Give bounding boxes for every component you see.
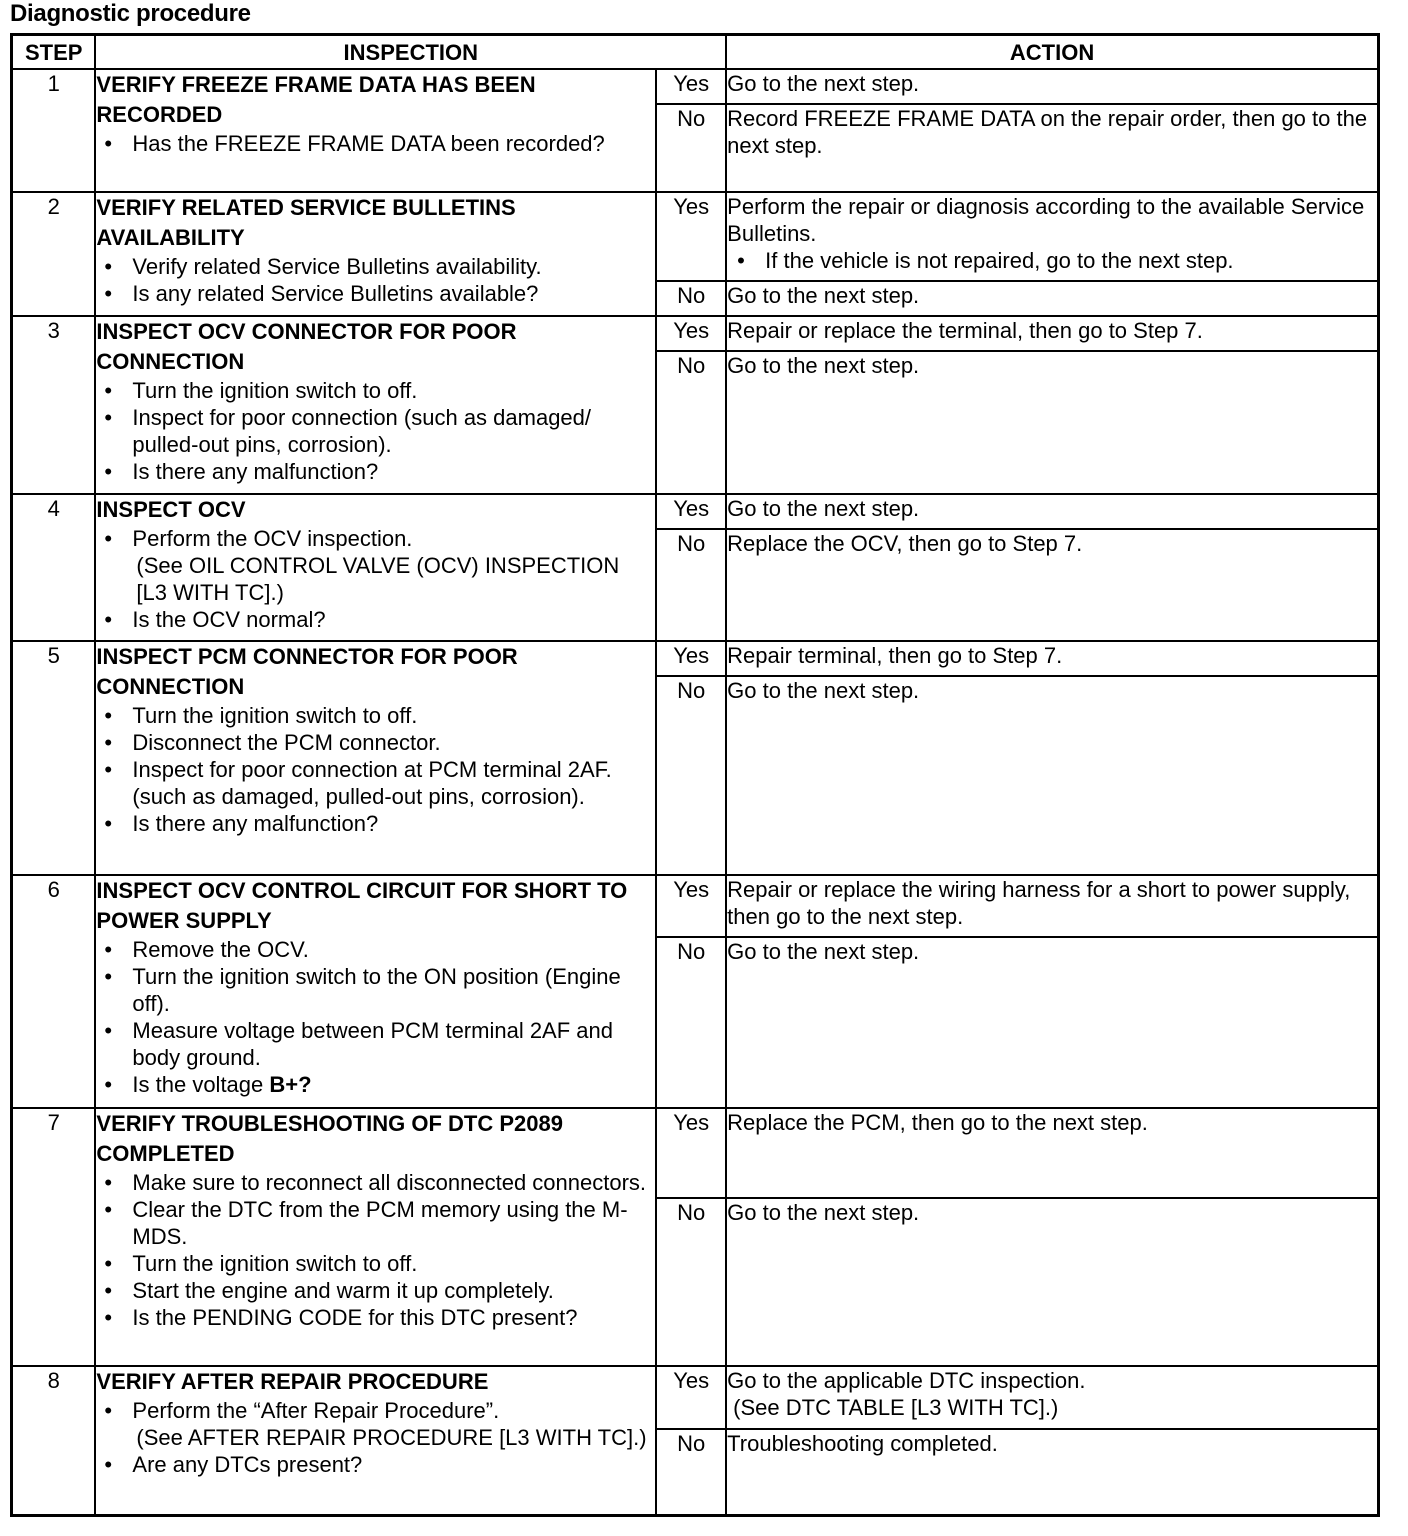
no-label: No bbox=[656, 104, 726, 192]
inspection-list bbox=[96, 377, 655, 485]
inspection-cell bbox=[95, 69, 656, 192]
step-number: 2 bbox=[12, 192, 96, 316]
inspection-item: • Is the PENDING CODE for this DTC present? bbox=[132, 1304, 655, 1331]
no-action: Troubleshooting completed. bbox=[726, 1429, 1378, 1515]
inspection-cell bbox=[95, 494, 656, 641]
yes-action: Go to the next step. bbox=[726, 494, 1378, 529]
inspection-list bbox=[96, 936, 655, 1098]
yes-action: Repair or replace the wiring harness for a short to power supply, then go to the next step. bbox=[726, 875, 1378, 937]
inspection-item: • Start the engine and warm it up completely. bbox=[132, 1277, 655, 1304]
inspection-item: • Turn the ignition switch to off. bbox=[132, 377, 655, 404]
inspection-title: VERIFY FREEZE FRAME DATA HAS BEEN RECORDED bbox=[96, 72, 536, 127]
inspection-item: • Perform the OCV inspection. (See OIL CONTROL VALVE (OCV) INSPECTION [L3 WITH TC].) bbox=[132, 525, 655, 606]
inspection-title: INSPECT OCV bbox=[96, 497, 246, 522]
inspection-item: • Is the voltage B+? bbox=[132, 1071, 655, 1098]
inspection-item: • Turn the ignition switch to off. bbox=[132, 702, 655, 729]
inspection-list bbox=[96, 1397, 655, 1478]
inspection-item: • Has the FREEZE FRAME DATA been recorded? bbox=[132, 130, 655, 157]
table-row bbox=[12, 192, 1379, 281]
table-header-row bbox=[12, 35, 1379, 70]
yes-action: Go to the applicable DTC inspection. (See DTC TABLE [L3 WITH TC].) bbox=[726, 1366, 1378, 1429]
header-step: STEP bbox=[12, 35, 96, 70]
reference-link[interactable]: (See OIL CONTROL VALVE (OCV) INSPECTION [L3 WITH TC].) bbox=[136, 553, 620, 605]
inspection-title: VERIFY TROUBLESHOOTING OF DTC P2089 COMPLETED bbox=[96, 1111, 563, 1166]
table-row bbox=[12, 875, 1379, 937]
no-label: No bbox=[656, 1198, 726, 1366]
step-number: 7 bbox=[12, 1108, 96, 1366]
yes-label: Yes bbox=[656, 875, 726, 937]
table-row bbox=[12, 641, 1379, 676]
step-number: 3 bbox=[12, 316, 96, 494]
table-row bbox=[12, 1108, 1379, 1198]
inspection-cell bbox=[95, 875, 656, 1108]
diagnostic-procedure-table bbox=[10, 33, 1380, 1517]
table-row bbox=[12, 494, 1379, 529]
inspection-cell bbox=[95, 192, 656, 316]
step-number: 4 bbox=[12, 494, 96, 641]
inspection-item: • Perform the “After Repair Procedure”. (See AFTER REPAIR PROCEDURE [L3 WITH TC].) bbox=[132, 1397, 655, 1451]
yes-label: Yes bbox=[656, 1366, 726, 1429]
inspection-cell bbox=[95, 1366, 656, 1515]
inspection-item: • Make sure to reconnect all disconnected connectors. bbox=[132, 1169, 655, 1196]
inspection-item: • Inspect for poor connection (such as damaged/ pulled-out pins, corrosion). bbox=[132, 404, 655, 458]
inspection-item: • Is any related Service Bulletins available? bbox=[132, 280, 655, 307]
inspection-item: • Remove the OCV. bbox=[132, 936, 655, 963]
inspection-list bbox=[96, 1169, 655, 1331]
reference-link[interactable]: (See DTC TABLE [L3 WITH TC].) bbox=[733, 1395, 1059, 1420]
inspection-title: INSPECT PCM CONNECTOR FOR POOR CONNECTION bbox=[96, 644, 518, 699]
inspection-item: • Turn the ignition switch to the ON position (Engine off). bbox=[132, 963, 655, 1017]
table-body bbox=[12, 69, 1379, 1515]
no-label: No bbox=[656, 281, 726, 316]
yes-action: Repair or replace the terminal, then go to Step 7. bbox=[726, 316, 1378, 351]
inspection-item: • Are any DTCs present? bbox=[132, 1451, 655, 1478]
inspection-list bbox=[96, 253, 655, 307]
no-action: Go to the next step. bbox=[726, 351, 1378, 494]
table-row bbox=[12, 316, 1379, 351]
inspection-title: INSPECT OCV CONTROL CIRCUIT FOR SHORT TO POWER SUPPLY bbox=[96, 878, 628, 933]
step-number: 6 bbox=[12, 875, 96, 1108]
no-action: Go to the next step. bbox=[726, 937, 1378, 1108]
header-inspection: INSPECTION bbox=[95, 35, 726, 70]
inspection-item: • Is there any malfunction? bbox=[132, 810, 655, 837]
inspection-list bbox=[96, 130, 655, 157]
no-action: Go to the next step. bbox=[726, 676, 1378, 875]
inspection-item: • Is the OCV normal? bbox=[132, 606, 655, 633]
inspection-item: • Is there any malfunction? bbox=[132, 458, 655, 485]
inspection-title: VERIFY AFTER REPAIR PROCEDURE bbox=[96, 1369, 489, 1394]
inspection-cell bbox=[95, 641, 656, 875]
action-list bbox=[727, 247, 1377, 274]
inspection-item: • Verify related Service Bulletins availability. bbox=[132, 253, 655, 280]
yes-action: Perform the repair or diagnosis according to the available Service Bulletins. • If the vehicle is not repaired, go to the next step. bbox=[726, 192, 1378, 281]
yes-label: Yes bbox=[656, 1108, 726, 1198]
inspection-list bbox=[96, 525, 655, 633]
inspection-item: • Inspect for poor connection at PCM terminal 2AF. (such as damaged, pulled-out pins, corrosion). bbox=[132, 756, 655, 810]
step-number: 1 bbox=[12, 69, 96, 192]
inspection-item: • Measure voltage between PCM terminal 2AF and body ground. bbox=[132, 1017, 655, 1071]
step-number: 8 bbox=[12, 1366, 96, 1515]
yes-label: Yes bbox=[656, 641, 726, 676]
no-action: Record FREEZE FRAME DATA on the repair order, then go to the next step. bbox=[726, 104, 1378, 192]
no-label: No bbox=[656, 676, 726, 875]
yes-label: Yes bbox=[656, 192, 726, 281]
yes-label: Yes bbox=[656, 69, 726, 104]
inspection-title: VERIFY RELATED SERVICE BULLETINS AVAILABILITY bbox=[96, 195, 516, 250]
table-row bbox=[12, 69, 1379, 104]
yes-action: Replace the PCM, then go to the next step. bbox=[726, 1108, 1378, 1198]
yes-action: Repair terminal, then go to Step 7. bbox=[726, 641, 1378, 676]
yes-label: Yes bbox=[656, 494, 726, 529]
no-label: No bbox=[656, 1429, 726, 1515]
page-title: Diagnostic procedure bbox=[10, 0, 251, 27]
inspection-item: • Turn the ignition switch to off. bbox=[132, 1250, 655, 1277]
no-label: No bbox=[656, 937, 726, 1108]
reference-link[interactable]: (See AFTER REPAIR PROCEDURE [L3 WITH TC].) bbox=[136, 1425, 647, 1450]
yes-label: Yes bbox=[656, 316, 726, 351]
inspection-item: • Clear the DTC from the PCM memory using the M-MDS. bbox=[132, 1196, 655, 1250]
no-action: Go to the next step. bbox=[726, 1198, 1378, 1366]
no-label: No bbox=[656, 529, 726, 641]
inspection-item: • Disconnect the PCM connector. bbox=[132, 729, 655, 756]
inspection-cell bbox=[95, 316, 656, 494]
header-action: ACTION bbox=[726, 35, 1378, 70]
inspection-title: INSPECT OCV CONNECTOR FOR POOR CONNECTION bbox=[96, 319, 517, 374]
no-action: Go to the next step. bbox=[726, 281, 1378, 316]
no-label: No bbox=[656, 351, 726, 494]
voltage-value: B+? bbox=[269, 1072, 312, 1097]
inspection-cell bbox=[95, 1108, 656, 1366]
no-action: Replace the OCV, then go to Step 7. bbox=[726, 529, 1378, 641]
step-number: 5 bbox=[12, 641, 96, 875]
table-row bbox=[12, 1366, 1379, 1429]
yes-action: Go to the next step. bbox=[726, 69, 1378, 104]
inspection-list bbox=[96, 702, 655, 837]
action-item: • If the vehicle is not repaired, go to the next step. bbox=[765, 247, 1377, 274]
